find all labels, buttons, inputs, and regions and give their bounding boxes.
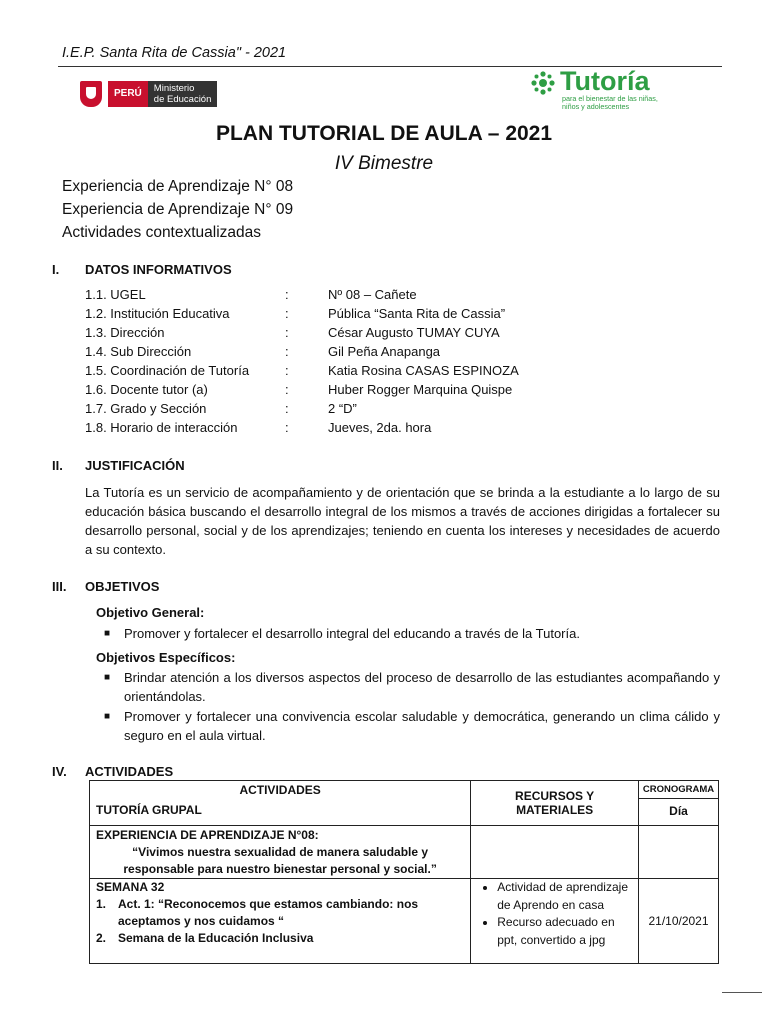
datos-value: Huber Rogger Marquina Quispe — [328, 382, 513, 397]
header-activities: ACTIVIDADES — [239, 783, 321, 797]
datos-label: 1.1. UGEL — [85, 287, 146, 302]
objective-general-heading: Objetivo General: — [96, 605, 205, 620]
ministry-label — [148, 81, 218, 107]
header-activities-cell — [90, 781, 471, 826]
objective-specific-heading: Objetivos Específicos: — [96, 650, 236, 665]
tutoria-subtitle: para el bienestar de las niñas, niños y adolescentes — [562, 94, 658, 111]
datos-colon: : — [285, 363, 289, 378]
datos-value: Katia Rosina CASAS ESPINOZA — [328, 363, 519, 378]
datos-value: 2 “D” — [328, 401, 357, 416]
section-number: I. — [52, 262, 60, 277]
datos-label: 1.5. Coordinación de Tutoría — [85, 363, 250, 378]
experience-line: Experiencia de Aprendizaje N° 09 — [62, 201, 294, 218]
ministry-line1: Ministerio — [153, 83, 195, 94]
datos-colon: : — [285, 325, 289, 340]
datos-row — [85, 401, 605, 419]
header-dia: Día — [669, 804, 688, 818]
datos-label: 1.7. Grado y Sección — [85, 401, 207, 416]
objective-general-text: Promover y fortalecer el desarrollo integral del educando a través de la Tutoría. — [124, 626, 580, 641]
document-subtitle: IV Bimestre — [334, 153, 434, 174]
datos-row — [85, 363, 605, 381]
datos-label: 1.6. Docente tutor (a) — [85, 382, 208, 397]
list-number: 2. — [96, 931, 107, 945]
list-item: • Actividad de aprendizaje de Aprendo en casa — [497, 879, 632, 914]
table-header-row — [90, 781, 719, 826]
experience-line: Actividades contextualizadas — [62, 224, 262, 241]
datos-colon: : — [285, 420, 289, 435]
week-label: SEMANA 32 — [96, 880, 165, 894]
datos-row — [85, 344, 605, 362]
peru-shield-icon — [80, 81, 102, 107]
datos-value: Nº 08 – Cañete — [328, 287, 417, 302]
datos-colon: : — [285, 287, 289, 302]
table-row — [90, 879, 719, 964]
ministry-logo — [80, 80, 217, 108]
header-cronograma-cell — [639, 781, 719, 826]
list-item: • Recurso adecuado en ppt, convertido a jpg — [497, 914, 632, 949]
list-number: 1. — [96, 897, 107, 911]
table-row — [90, 826, 719, 879]
datos-value: César Augusto TUMAY CUYA — [328, 325, 500, 340]
bullet-icon: ■ — [104, 711, 111, 722]
datos-colon: : — [285, 382, 289, 397]
resources-cell — [471, 879, 639, 964]
flower-icon — [530, 70, 556, 96]
datos-row — [85, 325, 605, 343]
section-title: OBJETIVOS — [85, 579, 160, 594]
list-item — [96, 930, 464, 947]
resources-list — [477, 879, 632, 949]
tutoria-logo — [530, 66, 680, 112]
tutoria-title: Tutoría — [560, 66, 650, 96]
datos-value: Pública “Santa Rita de Cassia” — [328, 306, 506, 321]
justification-paragraph: La Tutoría es un servicio de acompañamiento y de orientación que se brinda a la estudiante a lo largo de su educación básica buscando el desarrollo integral de los mismos a través de acciones dirigidas a fortalecer su desarrollo personal, social y de los aprendizajes; teniendo en cuenta los intereses y necesidades de acuerdo a su contexto. — [85, 485, 720, 557]
peru-label: PERÚ — [108, 81, 148, 107]
datos-value: Gil Peña Anapanga — [328, 344, 441, 359]
section-number: III. — [52, 579, 67, 594]
datos-colon: : — [285, 306, 289, 321]
experience-title: EXPERIENCIA DE APRENDIZAJE N°08: — [96, 828, 319, 842]
header-tutoria-grupal: TUTORÍA GRUPAL — [96, 803, 202, 817]
datos-row — [85, 382, 605, 400]
activity-text: Semana de la Educación Inclusiva — [118, 931, 314, 945]
section-title: DATOS INFORMATIVOS — [85, 262, 232, 277]
bullet-icon: ■ — [104, 672, 111, 683]
experience-cell — [90, 826, 471, 879]
objective-specific-text: Brindar atención a los diversos aspectos del proceso de desarrollo de las estudiantes acompañando y orientándolas. — [124, 670, 720, 704]
objective-specific-text: Promover y fortalecer una convivencia escolar saludable y democrática, generando un clima cálido y seguro en el aula virtual. — [124, 709, 720, 743]
experience-quote: “Vivimos nuestra sexualidad de manera saludable y responsable para nuestro bienestar personal y social.” — [123, 845, 437, 876]
datos-value: Jueves, 2da. hora — [328, 420, 432, 435]
activity-text: Act. 1: “Reconocemos que estamos cambiando: nos aceptamos y nos cuidamos “ — [118, 897, 419, 928]
section-number: II. — [52, 458, 63, 473]
datos-label: 1.8. Horario de interacción — [85, 420, 238, 435]
date-cell: 21/10/2021 — [639, 879, 719, 964]
datos-row — [85, 306, 605, 324]
empty-cell — [639, 826, 719, 879]
header-recursos: RECURSOS Y MATERIALES — [471, 781, 639, 826]
week-cell — [90, 879, 471, 964]
datos-colon: : — [285, 344, 289, 359]
header-cronograma: CRONOGRAMA — [639, 781, 718, 799]
datos-label: 1.2. Institución Educativa — [85, 306, 230, 321]
datos-row — [85, 420, 605, 438]
list-item — [96, 896, 464, 930]
section-title: JUSTIFICACIÓN — [85, 458, 185, 473]
empty-cell — [471, 826, 639, 879]
section-number: IV. — [52, 764, 67, 779]
header-school: I.E.P. Santa Rita de Cassia" - 2021 — [62, 45, 287, 61]
datos-label: 1.4. Sub Dirección — [85, 344, 192, 359]
ministry-line2: de Educación — [153, 94, 212, 105]
activities-table — [89, 780, 719, 964]
bullet-icon: ■ — [104, 628, 111, 639]
footer-divider — [722, 992, 762, 993]
datos-row — [85, 287, 605, 305]
document-title: PLAN TUTORIAL DE AULA – 2021 — [215, 122, 553, 145]
experience-line: Experiencia de Aprendizaje N° 08 — [62, 178, 294, 195]
datos-label: 1.3. Dirección — [85, 325, 165, 340]
section-title: ACTIVIDADES — [85, 764, 174, 779]
datos-colon: : — [285, 401, 289, 416]
